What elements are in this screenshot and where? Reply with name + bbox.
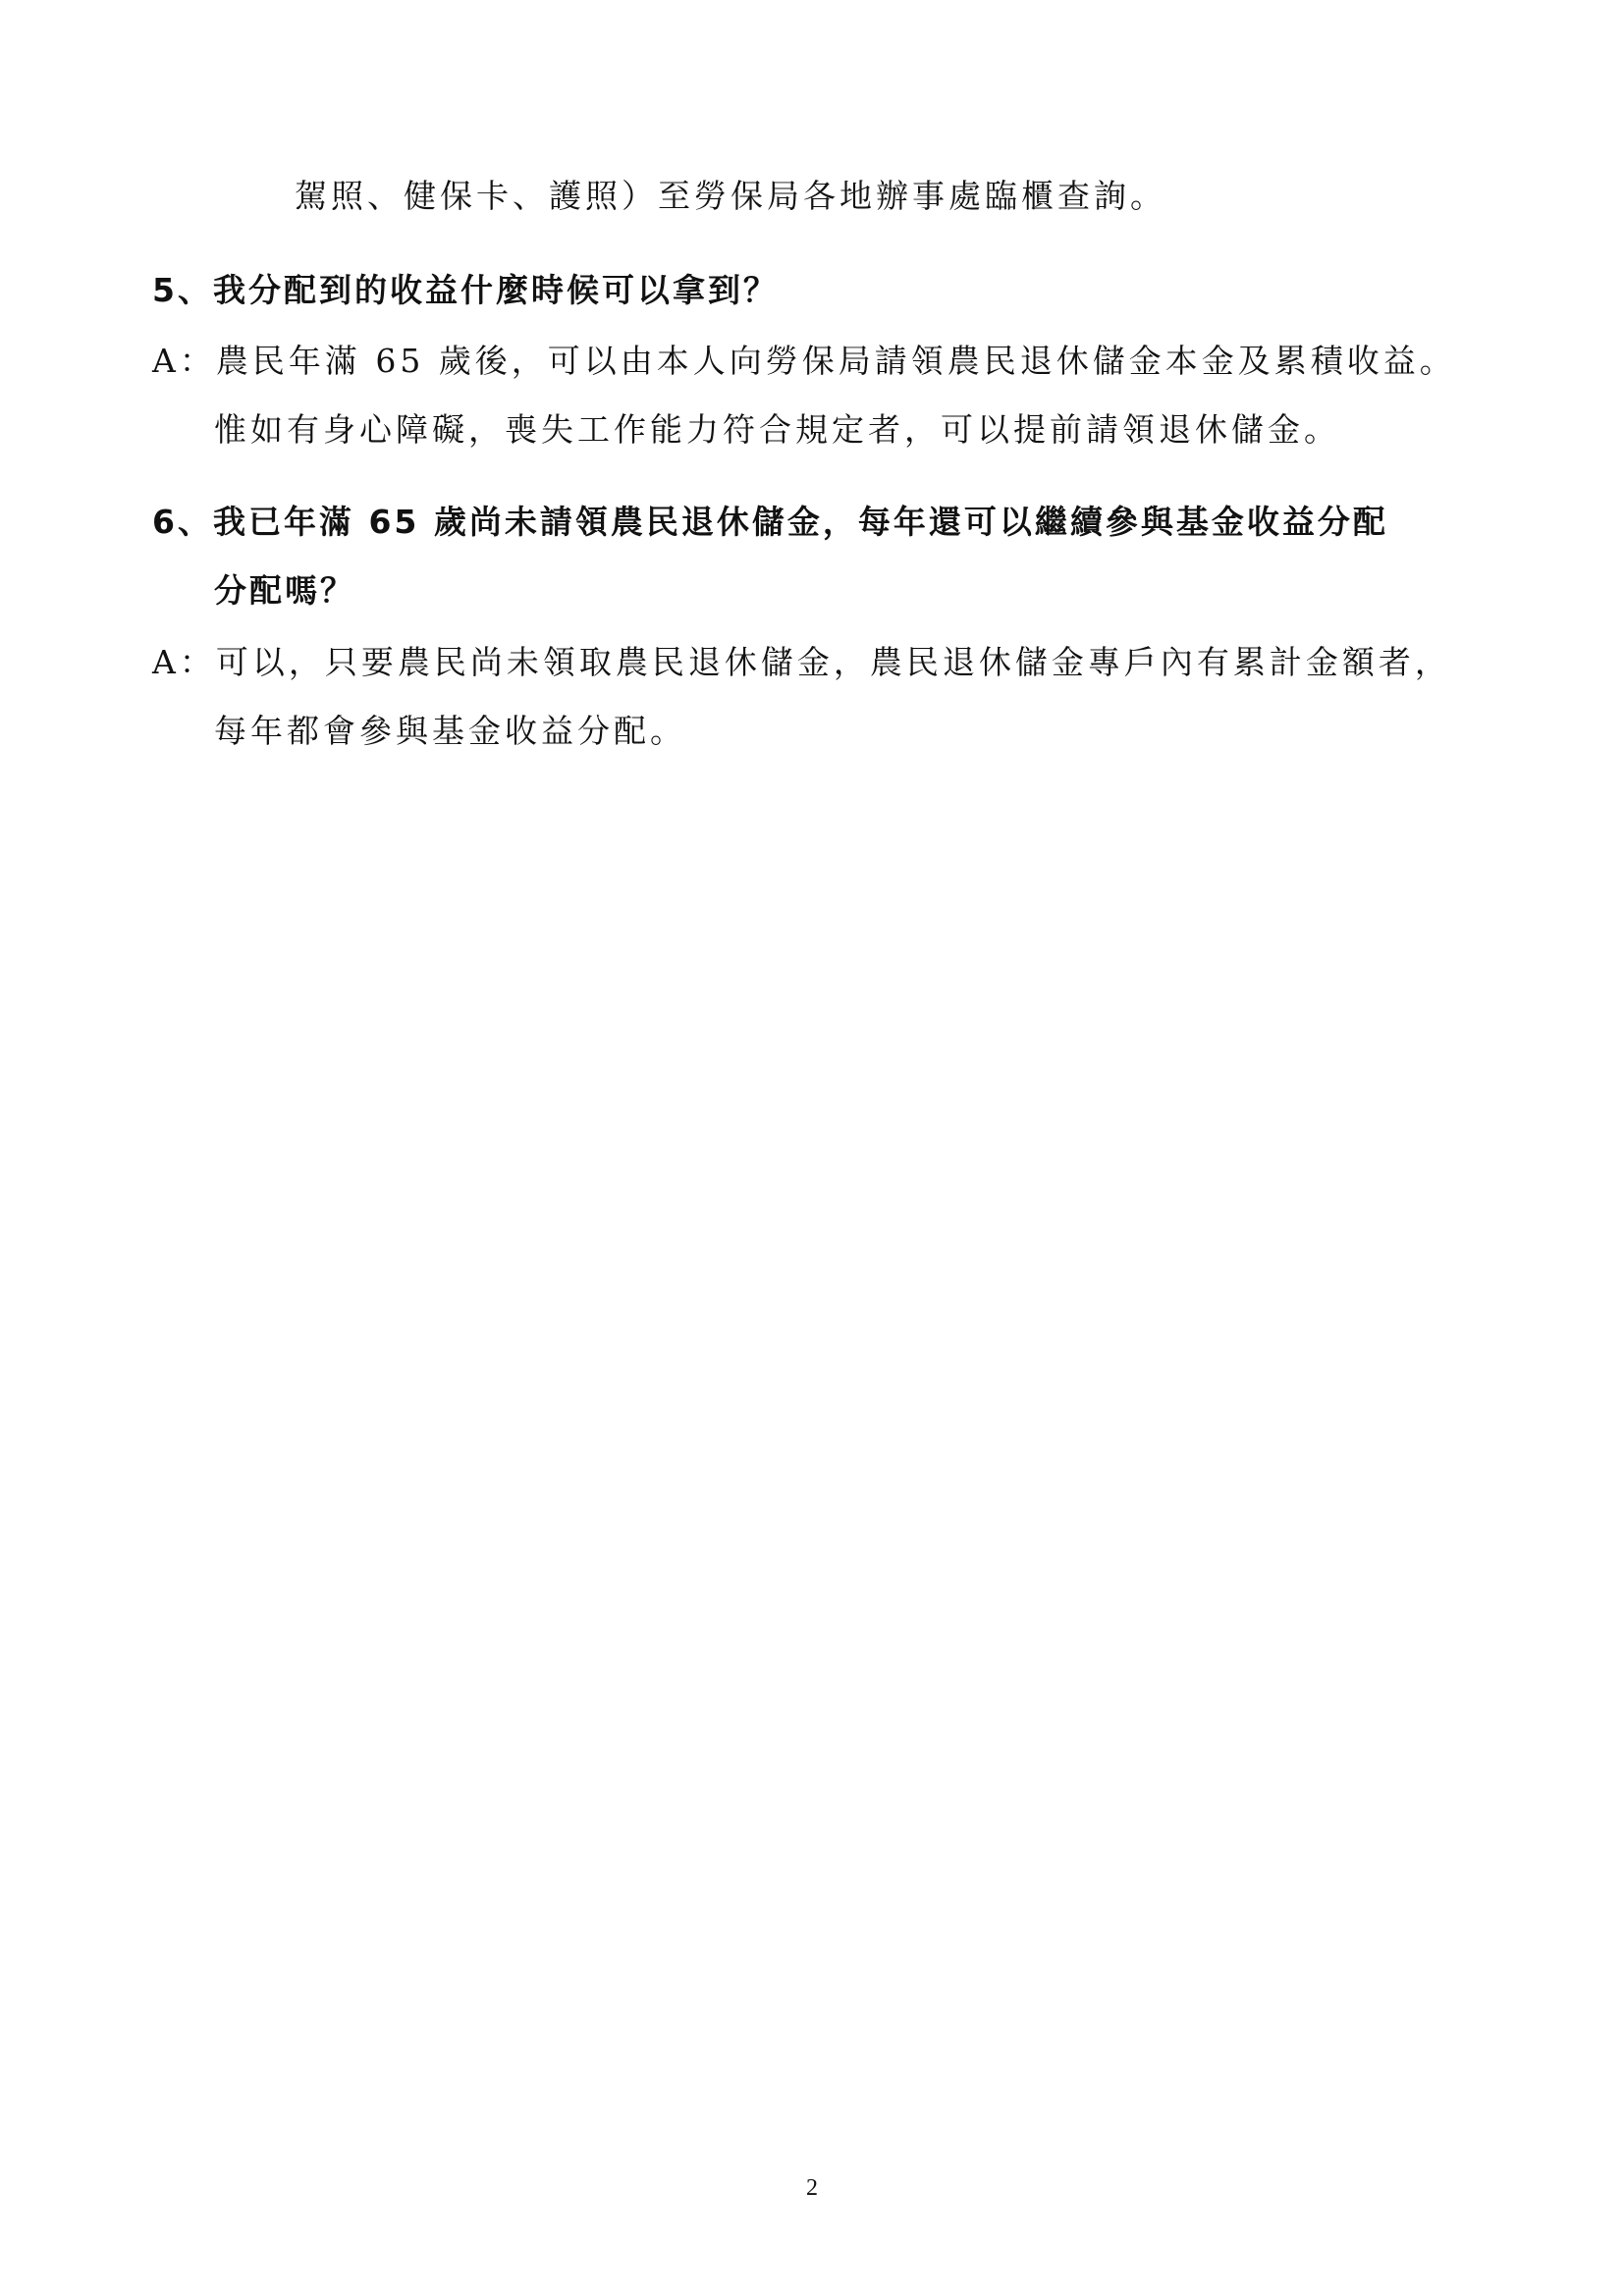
answer-6-line-1: A：可以，只要農民尚未領取農民退休儲金，農民退休儲金專戶內有累計金額者， (152, 643, 1451, 681)
answer-5-line-2: 惟如有身心障礙，喪失工作能力符合規定者，可以提前請領退休儲金。 (214, 410, 1340, 449)
question-6-line-2: 分配嗎？ (214, 571, 355, 610)
answer-6-line-2: 每年都會參與基金收益分配。 (214, 712, 686, 750)
question-6-line-1: 6、我已年滿 65 歲尚未請領農民退休儲金，每年還可以繼續參與基金收益分配 (152, 503, 1388, 541)
answer-5-line-1: A：農民年滿 65 歲後，可以由本人向勞保局請領農民退休儲金本金及累積收益。 (152, 342, 1456, 380)
page-number: 2 (806, 2175, 818, 2201)
continuation-line: 駕照、健保卡、護照）至勞保局各地辦事處臨櫃查詢。 (295, 177, 1166, 215)
question-5-line-1: 5、我分配到的收益什麼時候可以拿到？ (152, 271, 779, 309)
